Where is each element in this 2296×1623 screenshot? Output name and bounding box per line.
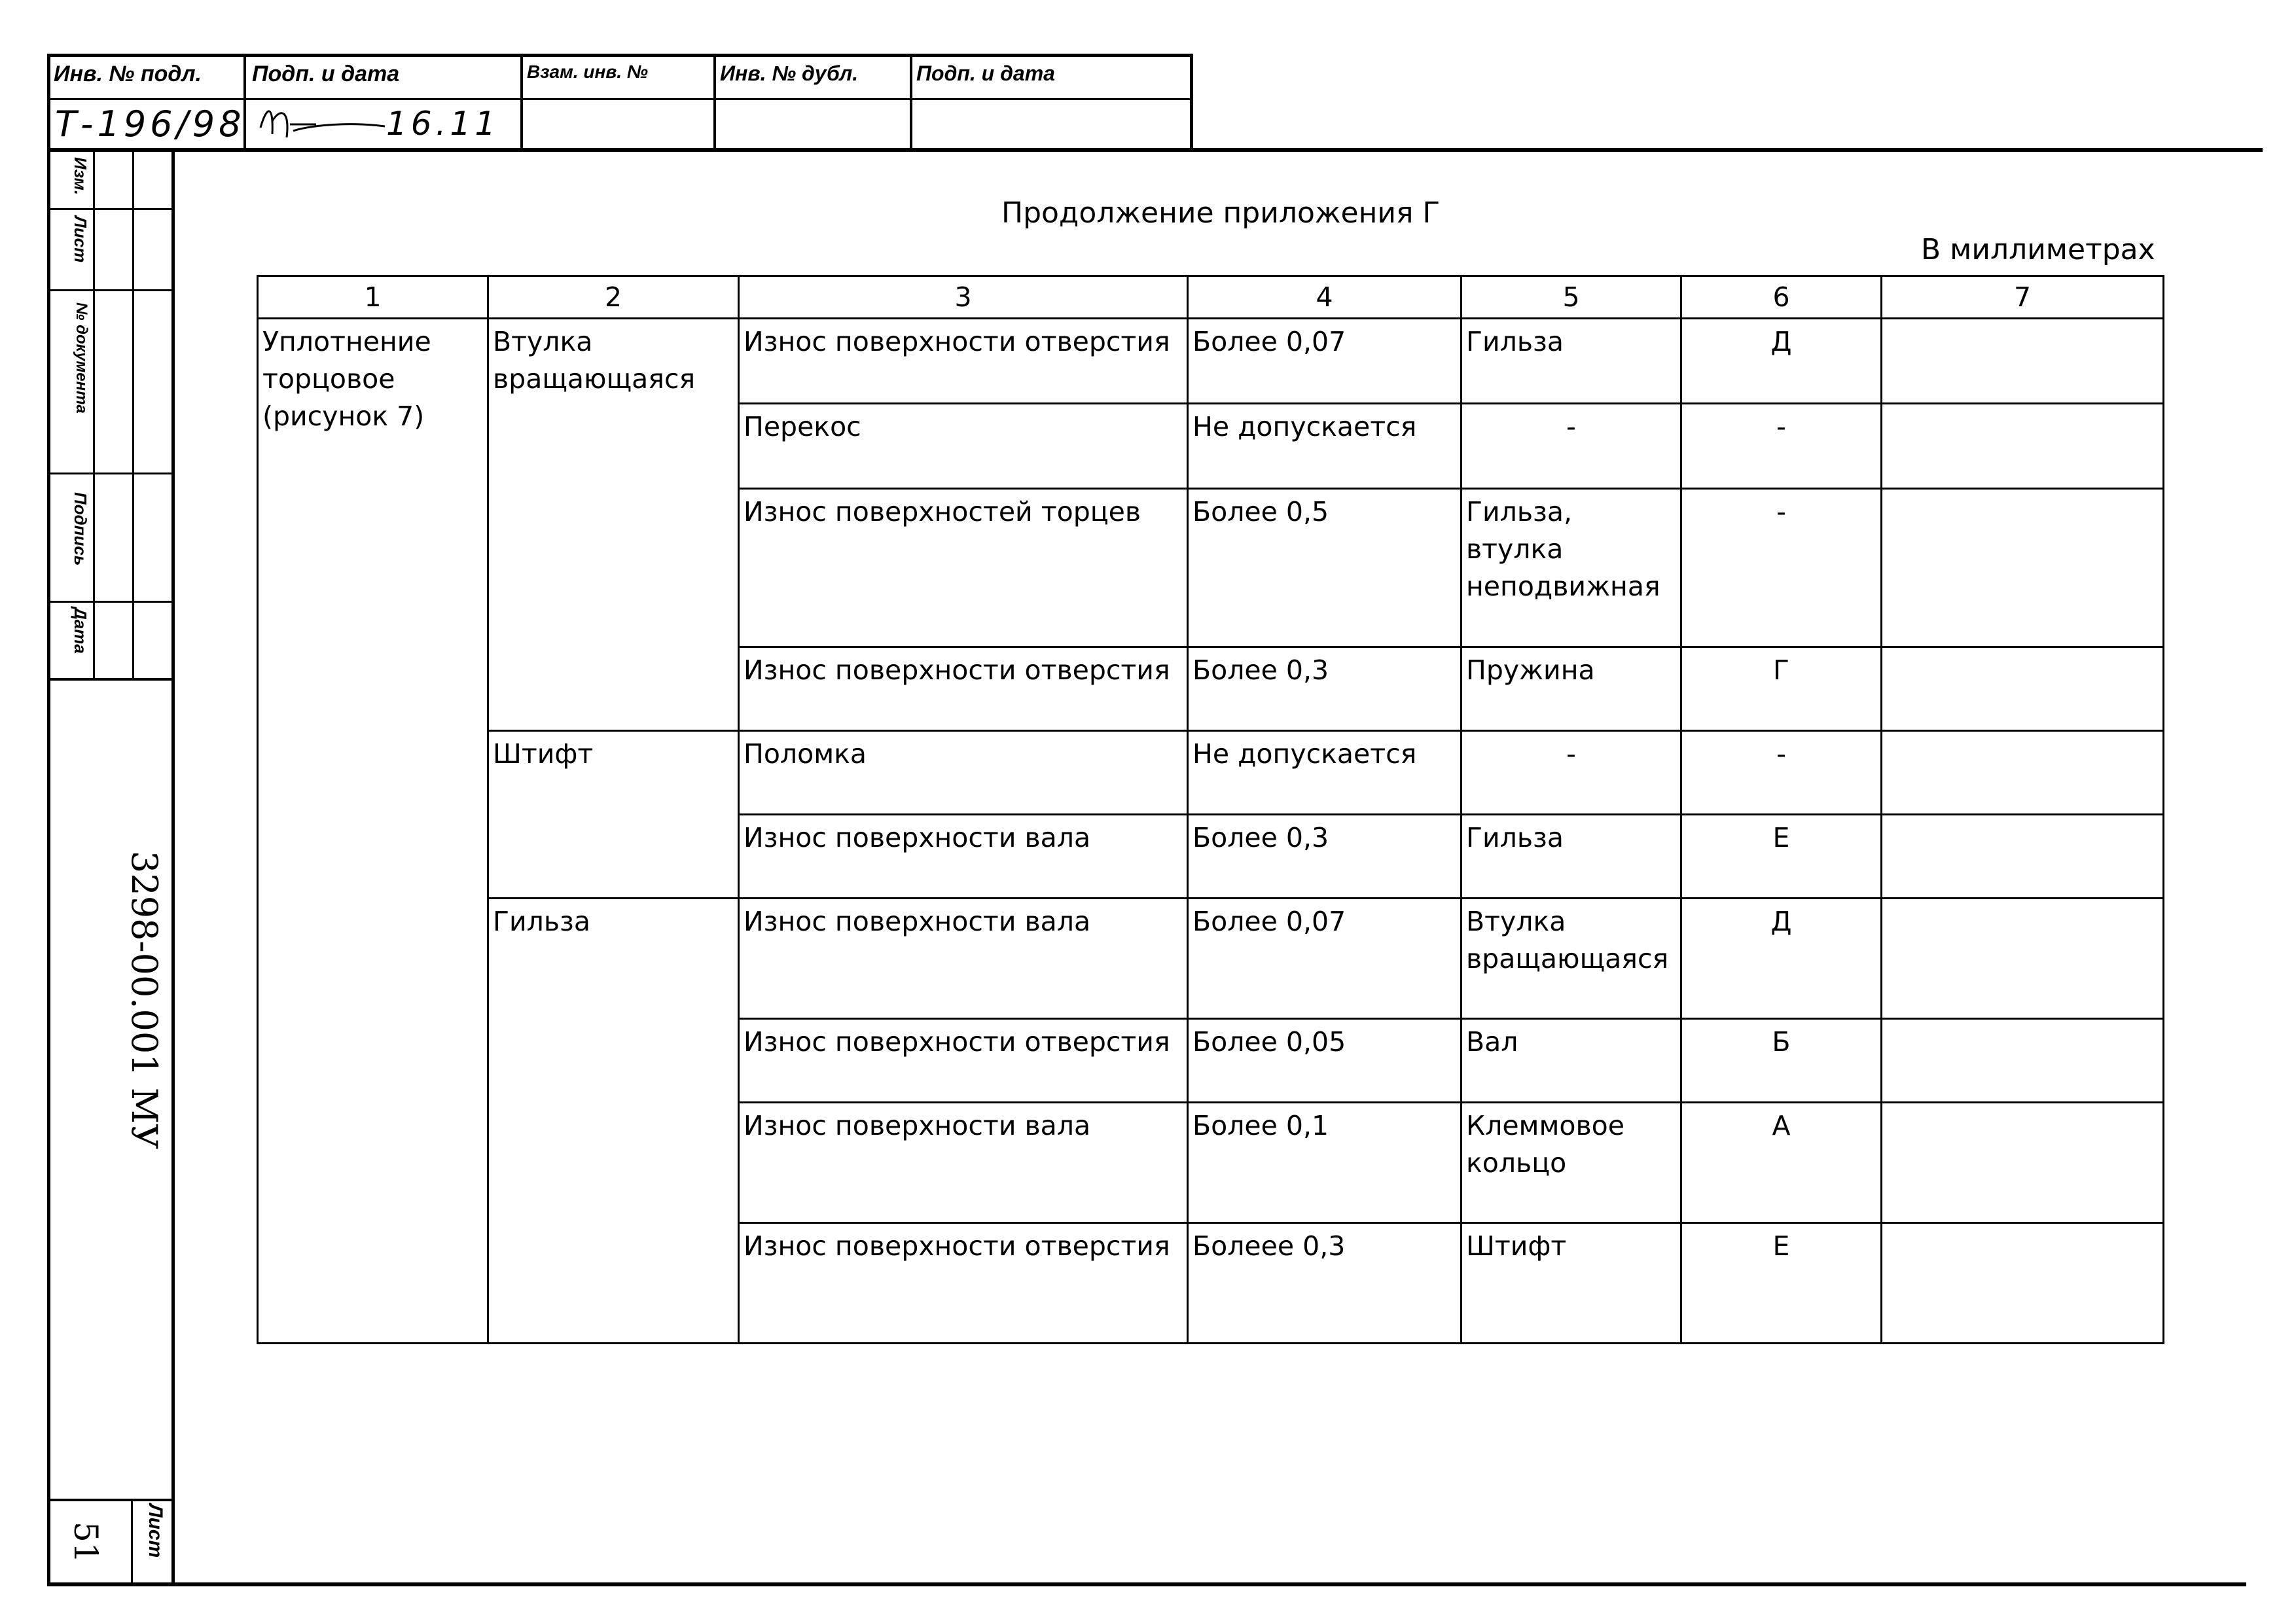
frame-inner-left-line xyxy=(171,148,175,1586)
limit-cell: Не допускается xyxy=(1188,404,1462,489)
signature xyxy=(254,101,391,147)
mate-cell: Вал xyxy=(1462,1019,1681,1103)
defect-cell: Износ поверхности вала xyxy=(739,899,1188,1019)
mate-cell: Гильза xyxy=(1462,319,1681,404)
defect-cell: Поломка xyxy=(739,731,1188,815)
document-code: 3298-00.001 МУ xyxy=(124,851,165,1150)
note-cell xyxy=(1882,899,2164,1019)
code-cell: Г xyxy=(1681,647,1882,731)
note-cell xyxy=(1882,1019,2164,1103)
limit-cell: Более 0,07 xyxy=(1188,899,1462,1019)
note-cell xyxy=(1882,319,2164,404)
defect-cell: Износ поверхности отверстия xyxy=(739,1019,1188,1103)
code-cell: Б xyxy=(1681,1019,1882,1103)
frame-top-line xyxy=(47,148,2263,152)
left-label-doc-number: № документа xyxy=(73,302,90,414)
sheet-number: 51 xyxy=(67,1522,105,1563)
limit-cell: Более 0,05 xyxy=(1188,1019,1462,1103)
note-cell xyxy=(1882,815,2164,899)
limit-cell: Более 0,3 xyxy=(1188,647,1462,731)
mate-cell: - xyxy=(1462,731,1681,815)
note-cell xyxy=(1882,731,2164,815)
note-cell xyxy=(1882,1103,2164,1223)
code-cell: Е xyxy=(1681,1223,1882,1344)
note-cell xyxy=(1882,404,2164,489)
left-label-signature: Подпись xyxy=(71,492,90,566)
column-header: 6 xyxy=(1681,276,1882,319)
limit-cell: Более 0,1 xyxy=(1188,1103,1462,1223)
limit-cell: Не допускается xyxy=(1188,731,1462,815)
code-cell: Е xyxy=(1681,815,1882,899)
part-cell: Гильза xyxy=(488,899,739,1344)
code-cell: Д xyxy=(1681,319,1882,404)
mate-cell: Штифт xyxy=(1462,1223,1681,1344)
mate-cell: Гильза xyxy=(1462,815,1681,899)
defect-cell: Износ поверхности вала xyxy=(739,815,1188,899)
limit-cell: Болеее 0,3 xyxy=(1188,1223,1462,1344)
mate-cell: Клеммовое кольцо xyxy=(1462,1103,1681,1223)
column-header: 2 xyxy=(488,276,739,319)
limit-cell: Более 0,5 xyxy=(1188,489,1462,647)
column-header: 4 xyxy=(1188,276,1462,319)
code-cell: - xyxy=(1681,404,1882,489)
column-header: 1 xyxy=(258,276,488,319)
mate-cell: - xyxy=(1462,404,1681,489)
note-cell xyxy=(1882,1223,2164,1344)
stamp-label-inv-podl: Инв. № подл. xyxy=(54,62,202,86)
assembly-cell: Уплотнение торцовое (рисунок 7) xyxy=(258,319,488,1344)
mate-cell: Втулка вращающаяся xyxy=(1462,899,1681,1019)
mate-cell: Пружина xyxy=(1462,647,1681,731)
left-label-izm: Изм. xyxy=(71,157,90,196)
limit-cell: Более 0,07 xyxy=(1188,319,1462,404)
stamp-label-vzam-inv: Взам. инв. № xyxy=(527,62,648,82)
part-cell: Втулка вращающаяся xyxy=(488,319,739,731)
defect-cell: Перекос xyxy=(739,404,1188,489)
table-row xyxy=(258,731,2164,815)
defect-cell: Износ поверхности вала xyxy=(739,1103,1188,1223)
note-cell xyxy=(1882,647,2164,731)
column-header: 5 xyxy=(1462,276,1681,319)
frame-bottom-line xyxy=(47,1582,2246,1586)
note-cell xyxy=(1882,489,2164,647)
stamp-label-podp-data: Подп. и дата xyxy=(252,62,400,86)
limit-cell: Более 0,3 xyxy=(1188,815,1462,899)
code-cell: Д xyxy=(1681,899,1882,1019)
defect-cell: Износ поверхности отверстия xyxy=(739,319,1188,404)
frame-left-line xyxy=(47,54,50,1586)
column-header: 3 xyxy=(739,276,1188,319)
mate-cell: Гильза, втулка неподвижная xyxy=(1462,489,1681,647)
units-note: В миллиметрах xyxy=(1921,233,2155,266)
stamp-label-podp-data-2: Подп. и дата xyxy=(916,62,1055,85)
stamp-label-inv-dubl: Инв. № дубл. xyxy=(720,62,859,85)
table-row xyxy=(258,899,2164,1019)
column-header: 7 xyxy=(1882,276,2164,319)
part-cell: Штифт xyxy=(488,731,739,899)
table-header-row xyxy=(258,276,2164,319)
stamp-date: 16.11 xyxy=(386,105,500,143)
defect-cell: Износ поверхности отверстия xyxy=(739,1223,1188,1344)
inv-number: Т-196/98 xyxy=(55,103,245,145)
code-cell: - xyxy=(1681,489,1882,647)
defect-cell: Износ поверхности отверстия xyxy=(739,647,1188,731)
left-label-list: Лист xyxy=(71,216,90,263)
code-cell: А xyxy=(1681,1103,1882,1223)
sheet-label: Лист xyxy=(145,1504,166,1558)
defect-table xyxy=(257,275,2164,1344)
table-row xyxy=(258,319,2164,404)
appendix-continuation-title: Продолжение приложения Г xyxy=(1001,196,1441,230)
defect-cell: Износ поверхностей торцев xyxy=(739,489,1188,647)
left-label-date: Дата xyxy=(71,607,90,654)
code-cell: - xyxy=(1681,731,1882,815)
